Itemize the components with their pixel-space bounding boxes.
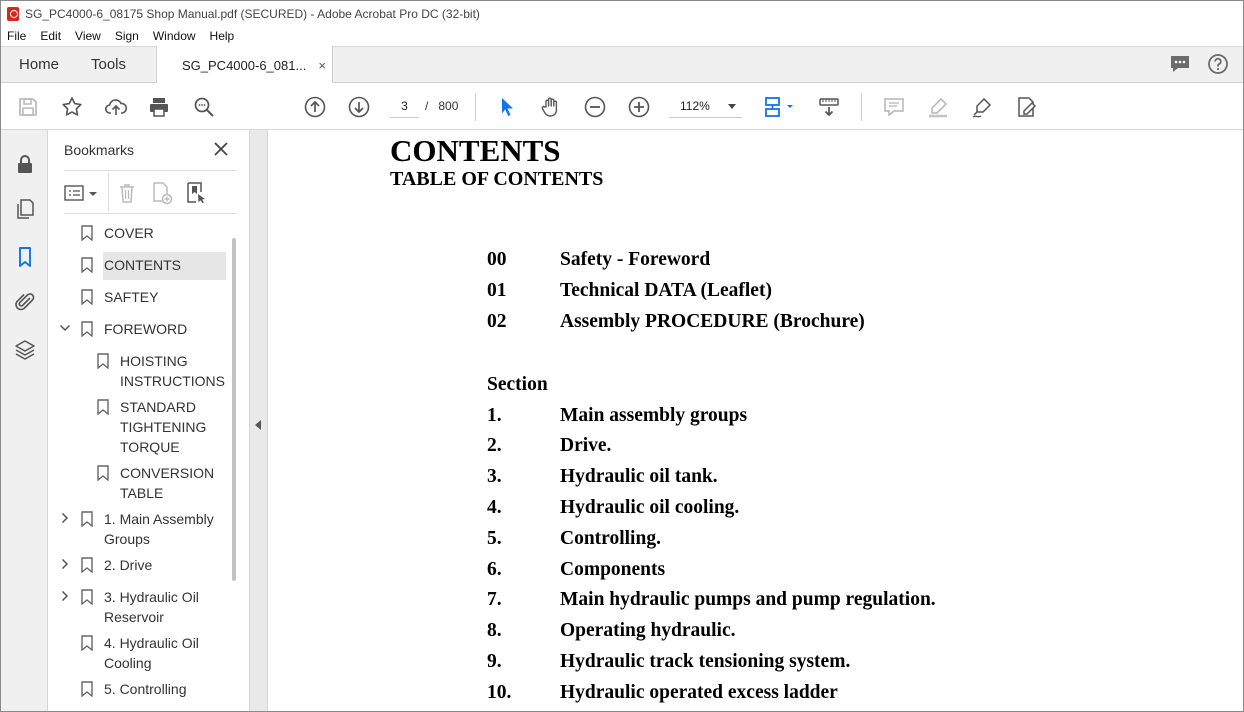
attachment-icon[interactable]	[13, 290, 37, 314]
bookmark-icon	[81, 511, 93, 527]
toc-number: 6.	[487, 559, 502, 580]
tab-bar	[1, 46, 1243, 83]
tab-close-icon[interactable]: ×	[318, 57, 326, 73]
bookmark-item-cover[interactable]	[48, 223, 233, 249]
chevron-down-icon	[728, 104, 736, 109]
toc-title: Drive.	[560, 435, 612, 456]
bookmarks-scrollbar[interactable]	[232, 238, 236, 581]
zoom-level-value: 112%	[680, 99, 710, 113]
page-thumbnails-icon[interactable]	[13, 197, 37, 221]
toolbar-divider	[861, 93, 862, 121]
bookmark-search-icon[interactable]	[184, 181, 208, 208]
bookmark-label: COVER	[104, 225, 154, 241]
bookmark-label: STANDARD TIGHTENING TORQUE	[120, 399, 207, 455]
collapse-arrow-icon[interactable]	[255, 420, 261, 430]
previous-page-icon[interactable]	[302, 94, 328, 120]
toc-number: 7.	[487, 589, 502, 610]
lock-icon[interactable]	[13, 152, 37, 176]
toc-number: 10.	[487, 682, 512, 703]
tab-home[interactable]: Home	[19, 56, 60, 73]
bookmark-label: HOISTING INSTRUCTIONS	[120, 353, 225, 389]
save-icon[interactable]	[15, 94, 41, 120]
toc-title: Main assembly groups	[560, 405, 748, 426]
new-bookmark-icon[interactable]	[150, 181, 174, 208]
bookmark-item-foreword[interactable]	[48, 319, 233, 345]
page-separator: /	[425, 99, 429, 113]
bookmark-icon	[81, 225, 93, 241]
page-subheading: TABLE OF CONTENTS	[390, 168, 604, 190]
bookmark-label: FOREWORD	[104, 321, 188, 337]
bookmark-label: CONVERSION TABLE	[120, 465, 215, 501]
bookmark-icon	[97, 353, 109, 369]
bookmarks-panel-title: Bookmarks	[64, 142, 135, 158]
bookmark-label: 4. Hydraulic Oil Cooling	[104, 635, 199, 671]
panel-collapse-gutter[interactable]	[249, 130, 268, 712]
toc-title: Components	[560, 559, 666, 580]
chevron-right-icon[interactable]	[59, 590, 71, 602]
zoom-in-icon[interactable]	[626, 94, 652, 120]
menu-window[interactable]: Window	[152, 29, 196, 43]
bookmark-panel-icon[interactable]	[13, 245, 37, 269]
bookmark-label: 2. Drive	[104, 557, 153, 573]
chevron-down-icon[interactable]	[59, 322, 71, 334]
bookmark-icon	[97, 399, 109, 415]
bookmark-label: 1. Main Assembly Groups	[104, 511, 214, 547]
bookmark-icon	[81, 321, 93, 337]
draw-signature-icon[interactable]	[969, 94, 995, 120]
comment-icon[interactable]	[881, 94, 907, 120]
options-menu-icon[interactable]	[64, 183, 98, 206]
bookmark-item-hoisting-instructions[interactable]	[48, 351, 233, 395]
page-display-icon[interactable]	[761, 94, 801, 120]
toc-number: 5.	[487, 528, 502, 549]
page-heading: CONTENTS	[390, 133, 561, 168]
next-page-icon[interactable]	[346, 94, 372, 120]
help-icon[interactable]	[1207, 53, 1229, 78]
menu-view[interactable]: View	[75, 29, 101, 43]
toc-title: Main hydraulic pumps and pump regulation.	[560, 589, 936, 610]
delete-bookmark-icon[interactable]	[117, 182, 137, 207]
window-title: SG_PC4000-6_08175 Shop Manual.pdf (SECURED) - Adobe Acrobat Pro DC (32-bit)	[25, 6, 480, 21]
bookmark-label: 3. Hydraulic Oil Reservoir	[104, 589, 199, 625]
toc-title: Hydraulic oil tank.	[560, 466, 718, 487]
toc-title: Safety - Foreword	[560, 249, 711, 270]
hand-tool-icon[interactable]	[538, 94, 564, 120]
tab-document[interactable]	[156, 46, 333, 84]
bookmarks-toolbar	[64, 170, 236, 214]
highlight-pen-icon[interactable]	[925, 94, 951, 120]
bookmark-icon	[81, 289, 93, 305]
menu-bar	[1, 26, 1243, 46]
bookmark-icon	[81, 681, 93, 697]
toc-number: 4.	[487, 497, 502, 518]
bookmark-item-drive[interactable]	[48, 555, 233, 581]
bookmark-item-hydraulic-oil-reservoir[interactable]	[48, 587, 233, 631]
toc-number: 2.	[487, 435, 502, 456]
toc-number: 02	[487, 311, 507, 332]
page-number-input[interactable]: 3	[390, 94, 419, 118]
toc-title: Operating hydraulic.	[560, 620, 736, 641]
chevron-right-icon[interactable]	[59, 512, 71, 524]
layers-icon[interactable]	[13, 338, 37, 362]
main-toolbar	[1, 83, 1243, 130]
bookmark-item-conversion-table[interactable]	[48, 463, 233, 507]
page-total-label	[425, 99, 458, 113]
toolbar-divider	[475, 93, 476, 121]
menu-edit[interactable]: Edit	[40, 29, 62, 43]
select-cursor-icon[interactable]	[494, 94, 520, 120]
menu-help[interactable]: Help	[209, 29, 235, 43]
bookmarks-panel	[48, 130, 249, 712]
toc-title: Technical DATA (Leaflet)	[560, 280, 772, 301]
bookmark-item-safety[interactable]	[48, 287, 233, 313]
bookmark-item-hydraulic-oil-cooling[interactable]	[48, 633, 233, 677]
bookmark-icon	[81, 557, 93, 573]
menu-sign[interactable]: Sign	[114, 29, 139, 43]
bookmark-icon	[81, 635, 93, 651]
acrobat-app-icon	[7, 7, 19, 21]
bookmarks-toolbar-divider	[108, 173, 109, 211]
bookmark-icon	[81, 257, 93, 273]
zoom-level-select[interactable]	[669, 94, 742, 118]
star-icon[interactable]	[59, 94, 85, 120]
comment-bubble-icon[interactable]	[1169, 53, 1191, 78]
print-icon[interactable]	[146, 94, 172, 120]
zoom-out-icon[interactable]	[582, 94, 608, 120]
toc-number: 00	[487, 249, 507, 270]
toc-title: Assembly PROCEDURE (Brochure)	[560, 311, 865, 332]
bookmark-icon	[81, 589, 93, 605]
bookmark-icon	[97, 465, 109, 481]
toc-title: Hydraulic operated excess ladder	[560, 682, 838, 703]
document-page	[268, 130, 1243, 712]
section-label: Section	[487, 374, 548, 395]
tab-document-label: SG_PC4000-6_081...	[182, 57, 307, 73]
page-total: 800	[438, 99, 459, 113]
bookmark-item-contents[interactable]	[48, 255, 233, 281]
tab-tools[interactable]: Tools	[91, 56, 127, 73]
toc-title: Controlling.	[560, 528, 661, 549]
toc-number: 9.	[487, 651, 502, 672]
fill-sign-icon[interactable]	[1013, 94, 1039, 120]
bookmark-item-standard-tightening-torque[interactable]	[48, 397, 233, 461]
bookmark-label: CONTENTS	[104, 257, 181, 273]
toc-number: 01	[487, 280, 507, 301]
navigation-rail	[1, 130, 48, 712]
toc-title: Hydraulic oil cooling.	[560, 497, 740, 518]
toc-number: 8.	[487, 620, 502, 641]
close-icon[interactable]	[212, 140, 230, 158]
toc-number: 3.	[487, 466, 502, 487]
bookmark-item-main-assembly-groups[interactable]	[48, 509, 233, 553]
bookmark-item-controlling[interactable]	[48, 679, 233, 705]
toc-title: Hydraulic track tensioning system.	[560, 651, 851, 672]
title-bar	[1, 1, 1243, 26]
upload-cloud-icon[interactable]	[103, 94, 129, 120]
search-zoom-icon[interactable]	[191, 94, 217, 120]
scroll-mode-icon[interactable]	[816, 94, 842, 120]
menu-file[interactable]: File	[7, 29, 27, 43]
chevron-right-icon[interactable]	[59, 558, 71, 570]
toc-number: 1.	[487, 405, 502, 426]
bookmark-label: SAFTEY	[104, 289, 159, 305]
bookmark-label: 5. Controlling	[104, 681, 187, 697]
